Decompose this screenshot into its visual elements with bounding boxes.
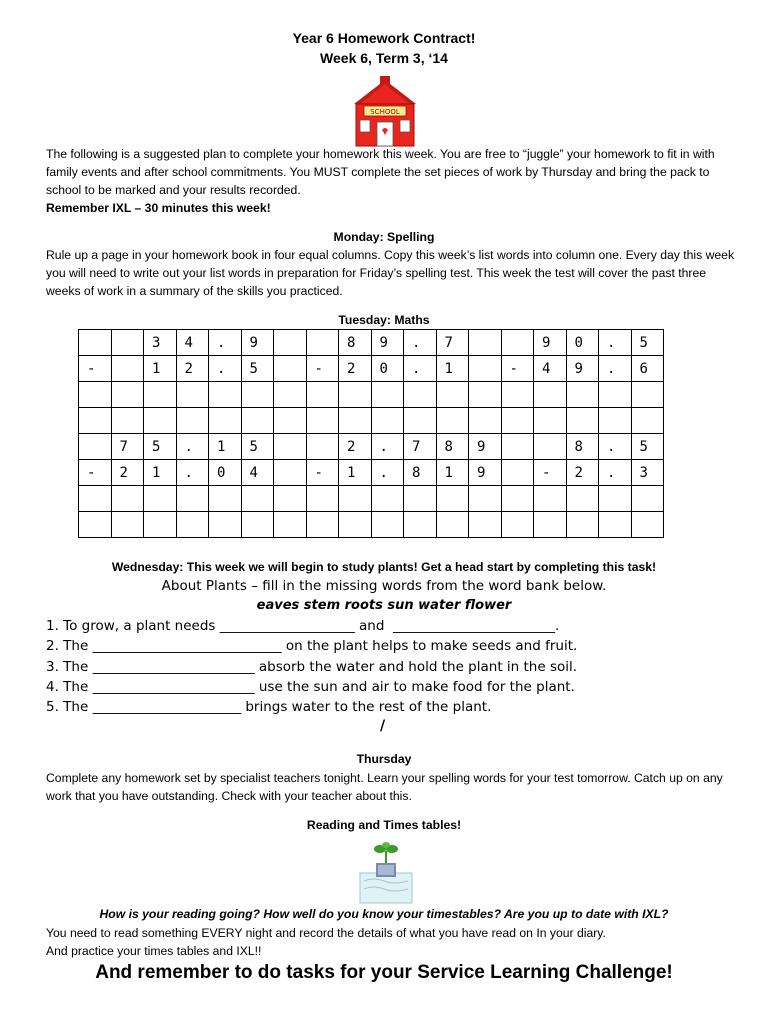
grid-cell	[436, 512, 469, 538]
grid-row	[79, 434, 664, 460]
grid-cell: -	[306, 460, 339, 486]
grid-cell: -	[79, 460, 112, 486]
grid-cell: 9	[371, 330, 404, 356]
school-house-icon	[346, 76, 424, 148]
grid-cell: 1	[209, 434, 242, 460]
reading-line-1: You need to read something EVERY night and record the details of what you have read on In your diary.	[46, 926, 606, 940]
school-sign-text: SCHOOL	[370, 108, 400, 116]
grid-cell: 1	[436, 356, 469, 382]
fill-item-1: 1. To grow, a plant needs ____________________ and ________________________.	[46, 618, 560, 634]
grid-cell	[599, 408, 632, 434]
grid-cell	[111, 382, 144, 408]
grid-cell	[306, 512, 339, 538]
grid-cell	[469, 408, 502, 434]
grid-cell	[469, 486, 502, 512]
monday-text: Rule up a page in your homework book in four equal columns. Copy this week’s list words into column one. Every day this week you will need to write out your list words in preparation for Friday’s spelling test. This week the test will cover the past three weeks of work in a summary of the skills you practiced.	[46, 248, 735, 298]
grid-cell	[566, 486, 599, 512]
grid-cell: 9	[469, 460, 502, 486]
service-learning-reminder: And remember to do tasks for your Service Learning Challenge!	[95, 962, 673, 983]
grid-cell: 1	[339, 460, 372, 486]
grid-cell	[339, 408, 372, 434]
reading-heading: Reading and Times tables!	[306, 818, 462, 832]
grid-cell: 2	[339, 356, 372, 382]
grid-cell: 4	[241, 460, 274, 486]
grid-cell	[631, 512, 664, 538]
grid-cell	[79, 408, 112, 434]
grid-cell	[306, 408, 339, 434]
contract-title: Year 6 Homework Contract!	[292, 30, 476, 46]
grid-cell: 9	[241, 330, 274, 356]
word-bank: eaves stem roots sun water flower	[256, 598, 512, 613]
grid-cell	[241, 512, 274, 538]
grid-cell	[501, 408, 534, 434]
grid-cell: 8	[404, 460, 437, 486]
grid-cell	[469, 330, 502, 356]
grid-cell: 9	[534, 330, 567, 356]
reading-question: How is your reading going? How well do you know your timestables? Are you up to date with IXL?	[99, 907, 669, 921]
grid-cell	[176, 486, 209, 512]
grid-cell	[469, 382, 502, 408]
grid-cell: -	[79, 356, 112, 382]
grid-cell	[111, 408, 144, 434]
grid-row	[79, 512, 664, 538]
grid-cell: .	[599, 330, 632, 356]
grid-cell	[566, 512, 599, 538]
fill-item-4: 4. The ________________________ use the sun and air to make food for the plant.	[46, 679, 575, 695]
grid-cell	[79, 382, 112, 408]
grid-cell	[79, 512, 112, 538]
grid-cell	[144, 486, 177, 512]
grid-cell: .	[176, 434, 209, 460]
grid-cell	[111, 330, 144, 356]
grid-cell	[534, 408, 567, 434]
contract-subtitle: Week 6, Term 3, ‘14	[320, 50, 448, 66]
grid-cell	[306, 330, 339, 356]
grid-cell	[501, 382, 534, 408]
grid-cell	[79, 486, 112, 512]
grid-row	[79, 486, 664, 512]
grid-cell	[339, 512, 372, 538]
grid-cell: -	[306, 356, 339, 382]
grid-cell	[534, 486, 567, 512]
grid-cell: 4	[176, 330, 209, 356]
grid-cell: -	[501, 356, 534, 382]
grid-cell: .	[404, 356, 437, 382]
grid-cell: 8	[339, 330, 372, 356]
grid-cell	[274, 408, 307, 434]
grid-cell: 1	[144, 356, 177, 382]
grid-cell: 7	[436, 330, 469, 356]
grid-cell	[371, 512, 404, 538]
plants-subheading: About Plants – fill in the missing words from the word bank below.	[161, 578, 607, 594]
grid-cell	[501, 330, 534, 356]
grid-cell: .	[371, 460, 404, 486]
grid-cell	[371, 382, 404, 408]
tuesday-heading: Tuesday: Maths	[338, 313, 430, 327]
grid-cell: 0	[566, 330, 599, 356]
grid-cell: .	[599, 460, 632, 486]
grid-cell	[534, 382, 567, 408]
grid-cell	[404, 512, 437, 538]
grid-cell	[274, 486, 307, 512]
grid-cell: .	[371, 434, 404, 460]
grid-cell	[144, 512, 177, 538]
grid-cell: 8	[566, 434, 599, 460]
monday-heading: Monday: Spelling	[333, 230, 435, 244]
grid-cell	[339, 382, 372, 408]
intro-paragraph: The following is a suggested plan to complete your homework this week. You are free to “juggle” your homework to fit in with family events and after school commitments. You MUST complete the set pieces of work by Thursday and bring the pack to school to be marked and your results recorded.	[46, 147, 715, 197]
grid-cell: .	[209, 356, 242, 382]
grid-cell	[274, 460, 307, 486]
grid-cell	[274, 434, 307, 460]
grid-cell	[274, 512, 307, 538]
grid-cell: 7	[404, 434, 437, 460]
grid-cell	[534, 434, 567, 460]
grid-cell	[144, 382, 177, 408]
grid-cell	[404, 408, 437, 434]
grid-cell	[404, 486, 437, 512]
grid-cell: 5	[631, 434, 664, 460]
grid-cell: 9	[566, 356, 599, 382]
grid-cell: 2	[176, 356, 209, 382]
grid-cell	[631, 408, 664, 434]
thursday-heading: Thursday	[356, 752, 412, 766]
grid-cell	[176, 382, 209, 408]
grid-cell: 3	[631, 460, 664, 486]
grid-cell	[599, 512, 632, 538]
grid-cell	[371, 408, 404, 434]
grid-cell: 2	[339, 434, 372, 460]
grid-cell	[111, 356, 144, 382]
grid-cell	[176, 512, 209, 538]
grid-cell	[501, 460, 534, 486]
grid-cell: 7	[111, 434, 144, 460]
grid-cell	[534, 512, 567, 538]
fill-item-5: 5. The ______________________ brings water to the rest of the plant.	[46, 699, 492, 715]
grid-cell	[436, 408, 469, 434]
grid-cell	[144, 408, 177, 434]
grid-cell	[566, 408, 599, 434]
grid-cell	[501, 486, 534, 512]
grid-cell: 2	[111, 460, 144, 486]
grid-cell	[501, 434, 534, 460]
stray-mark: /	[380, 718, 386, 734]
grid-cell	[631, 382, 664, 408]
grid-cell: 5	[241, 434, 274, 460]
thursday-text: Complete any homework set by specialist teachers tonight. Learn your spelling words for your test tomorrow. Catch up on any work that you have outstanding. Check with your teacher about this.	[46, 771, 723, 803]
grid-cell	[631, 486, 664, 512]
grid-cell	[209, 512, 242, 538]
grid-cell	[371, 486, 404, 512]
grid-cell	[501, 512, 534, 538]
grid-cell	[306, 486, 339, 512]
grid-cell	[274, 382, 307, 408]
maths-grid	[78, 329, 664, 538]
grid-cell	[306, 434, 339, 460]
grid-cell	[241, 486, 274, 512]
grid-cell	[241, 382, 274, 408]
grid-row	[79, 408, 664, 434]
fill-item-3: 3. The ________________________ absorb the water and hold the plant in the soil.	[46, 659, 578, 675]
grid-cell	[111, 512, 144, 538]
grid-cell	[79, 330, 112, 356]
grid-cell	[306, 382, 339, 408]
grid-cell: 4	[534, 356, 567, 382]
ixl-reminder: Remember IXL – 30 minutes this week!	[46, 201, 271, 215]
grid-cell	[209, 486, 242, 512]
grid-cell	[436, 382, 469, 408]
grid-cell: 5	[241, 356, 274, 382]
grid-row	[79, 356, 664, 382]
grid-cell	[176, 408, 209, 434]
grid-cell: .	[209, 330, 242, 356]
grid-cell: 8	[436, 434, 469, 460]
plant-book-icon	[358, 841, 414, 905]
grid-cell	[599, 486, 632, 512]
grid-cell: 5	[631, 330, 664, 356]
grid-cell: .	[599, 356, 632, 382]
grid-cell	[469, 356, 502, 382]
grid-cell: 6	[631, 356, 664, 382]
grid-cell	[274, 330, 307, 356]
grid-cell: .	[599, 434, 632, 460]
grid-cell: 3	[144, 330, 177, 356]
grid-cell: 1	[144, 460, 177, 486]
grid-cell	[209, 382, 242, 408]
grid-cell: 0	[209, 460, 242, 486]
grid-cell: -	[534, 460, 567, 486]
grid-cell: .	[176, 460, 209, 486]
grid-cell	[339, 486, 372, 512]
grid-cell	[404, 382, 437, 408]
grid-cell	[436, 486, 469, 512]
grid-cell: 1	[436, 460, 469, 486]
grid-cell	[469, 512, 502, 538]
reading-line-2: And practice your times tables and IXL!!	[46, 944, 262, 958]
grid-cell: 0	[371, 356, 404, 382]
fill-item-2: 2. The ____________________________ on the plant helps to make seeds and fruit.	[46, 638, 578, 654]
grid-cell	[566, 382, 599, 408]
grid-cell	[274, 356, 307, 382]
grid-cell: 5	[144, 434, 177, 460]
grid-cell	[111, 486, 144, 512]
grid-cell: 2	[566, 460, 599, 486]
wednesday-heading: Wednesday: This week we will begin to study plants! Get a head start by completing this task!	[111, 560, 657, 574]
grid-cell	[79, 434, 112, 460]
grid-cell: .	[404, 330, 437, 356]
grid-row	[79, 330, 664, 356]
grid-cell	[241, 408, 274, 434]
grid-row	[79, 382, 664, 408]
grid-row	[79, 460, 664, 486]
grid-cell: 9	[469, 434, 502, 460]
grid-cell	[599, 382, 632, 408]
grid-cell	[209, 408, 242, 434]
